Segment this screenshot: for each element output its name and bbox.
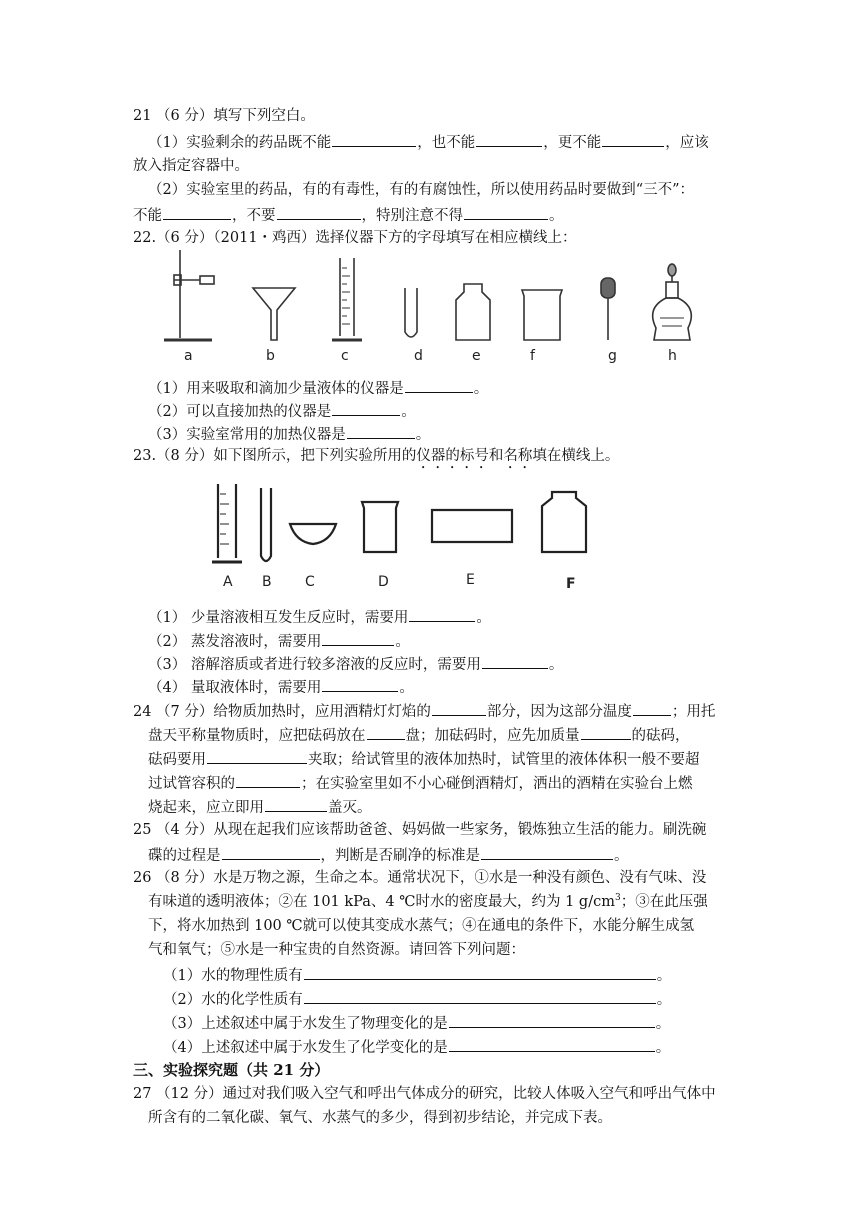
q26-item-4: （4）上述叙述中属于水发生了化学变化的是 。 [163,1036,670,1058]
apparatus-label-e: e [472,348,481,364]
q24-line-3: 砝码要用 夹取；给试管里的液体加热时，试管里的液体体积一般不要超 [148,748,700,770]
q22-item-2: （2）可以直接加热的仪器是 。 [148,400,416,422]
apparatus-label-b: b [266,348,275,364]
answer-blank[interactable] [332,131,416,147]
answer-blank[interactable] [207,748,307,764]
answer-blank[interactable] [449,1036,655,1052]
answer-blank[interactable] [277,204,361,220]
answer-blank[interactable] [236,772,300,788]
answer-blank[interactable] [347,423,415,439]
funnel-icon [253,288,295,340]
q25-line-1: 25 （4 分）从现在起我们应该帮助爸爸、妈妈做一些家务，锻炼独立生活的能力。刷洗碗 [133,822,707,838]
q22-apparatus-figure [160,248,720,348]
q22-item-1: （1）用来吸取和滴加少量液体的仪器是 。 [148,377,488,399]
wide-mouth-bottle-icon [456,284,490,340]
dropper-icon [601,278,615,340]
q24-line-2: 盘天平称量物质时，应把砝码放在 盘；加砝码时，应先加质量 的砝码， [148,724,690,746]
evaporating-dish-icon [290,524,336,544]
beaker-icon [522,290,562,340]
graduated-cylinder-icon [332,258,362,340]
q27-line-1: 27 （12 分）通过对我们吸入空气和呼出气体成分的研究，比较人体吸入空气和呼出气体中 [133,1086,716,1102]
iron-stand-icon [164,250,214,340]
q23-item-1: （1） 少量溶液相互发生反应时，需要用 。 [148,606,491,628]
answer-blank[interactable] [432,700,486,716]
q23-apparatus-figure [200,478,600,568]
answer-blank[interactable] [581,724,631,740]
q23-item-3: （3） 溶解溶质或者进行较多溶液的反应时，需要用 。 [148,653,563,675]
q26-item-2: （2）水的化学性质有 。 [163,988,671,1010]
answer-blank[interactable] [409,606,475,622]
q26-item-3: （3）上述叙述中属于水发生了物理变化的是 。 [163,1012,670,1034]
test-tube-icon [261,488,271,561]
q21-item-1: （1）实验剩余的药品既不能 ，也不能 ，更不能 ，应该 [148,131,709,153]
apparatus-label-E: E [466,572,475,588]
answer-blank[interactable] [449,1012,655,1028]
graduated-cylinder-icon [212,484,242,562]
apparatus-label-a: a [184,348,193,364]
answer-blank[interactable] [332,400,400,416]
answer-blank[interactable] [633,700,671,716]
q24-line-5: 烧起来，应立即用 盖灭。 [148,796,372,818]
answer-blank[interactable] [222,844,320,860]
answer-blank[interactable] [476,131,542,147]
q23-item-2: （2） 蒸发溶液时，需要用 。 [148,630,410,652]
q26-line-3: 下，将水加热到 100 ℃就可以使其变成水蒸气；④在通电的条件下，水能分解生成氢 [148,918,695,934]
apparatus-label-d: d [414,348,423,364]
answer-blank[interactable] [405,377,473,393]
q23-title: 23.（8 分）如下图所示，把下列实验所用的仪器的标号和名称填在横线上。 [133,448,620,464]
apparatus-label-f: f [530,348,535,364]
q27-line-2: 所含有的二氧化碳、氧气、水蒸气的多少，得到初步结论，并完成下表。 [148,1110,612,1126]
answer-blank[interactable] [322,630,394,646]
answer-blank[interactable] [163,204,231,220]
q21-item-2-cont: 不能 ，不要 ，特别注意不得 。 [133,204,564,226]
q26-line-4: 气和氧气；⑤水是一种宝贵的自然资源。请回答下列问题： [148,942,525,958]
q25-line-2: 碟的过程是 ，判断是否刷净的标准是 。 [148,844,629,866]
alcohol-lamp-icon [653,264,692,340]
answer-blank[interactable] [304,964,656,980]
apparatus-label-C: C [305,574,315,590]
q26-line-1: 26 （8 分）水是万物之源，生命之本。通常状况下，①水是一种没有颜色、没有气味、没 [133,870,707,886]
q22-title: 22.（6 分）（2011・鸡西）选择仪器下方的字母填写在相应横线上： [133,230,577,246]
answer-blank[interactable] [482,653,548,669]
q24-line-4: 过试管容积的 ；在实验室里如不小心碰倒酒精灯，洒出的酒精在实验台上燃 [148,772,693,794]
apparatus-label-B: B [262,574,272,590]
trough-icon [432,510,512,542]
answer-blank[interactable] [265,796,327,812]
answer-blank[interactable] [367,724,405,740]
answer-blank[interactable] [464,204,548,220]
q26-item-1: （1）水的物理性质有 。 [163,964,671,986]
answer-blank[interactable] [481,844,613,860]
q24-line-1: 24 （7 分）给物质加热时，应用酒精灯灯焰的 部分，因为这部分温度 ；用托 [133,700,715,722]
test-tube-icon [405,288,417,337]
section-heading: 三、实验探究题（共 21 分） [133,1061,330,1079]
wide-mouth-bottle-icon [542,492,586,552]
q21-title: 21 （6 分）填写下列空白。 [133,108,315,124]
answer-blank[interactable] [322,676,398,692]
q23-item-4: （4） 量取液体时，需要用 。 [148,676,414,698]
apparatus-label-c: c [341,348,349,364]
q26-line-2: 有味道的透明液体；②在 101 kPa、4 ℃时水的密度最大，约为 1 $g/cm^3$；③在此压强 [148,893,708,910]
q21-item-2: （2）实验室里的药品，有的有毒性，有的有腐蚀性，所以使用药品时要做到“三不”： [148,182,695,198]
apparatus-label-A: A [223,574,233,590]
q21-item-1-cont: 放入指定容器中。 [133,158,249,174]
answer-blank[interactable] [304,988,656,1004]
answer-blank[interactable] [602,131,664,147]
apparatus-label-h: h [668,348,677,364]
q22-item-3: （3）实验室常用的加热仪器是 。 [148,423,430,445]
apparatus-label-D: D [378,574,389,590]
apparatus-label-F: F [566,576,576,592]
beaker-icon [362,502,398,552]
apparatus-label-g: g [608,348,617,364]
